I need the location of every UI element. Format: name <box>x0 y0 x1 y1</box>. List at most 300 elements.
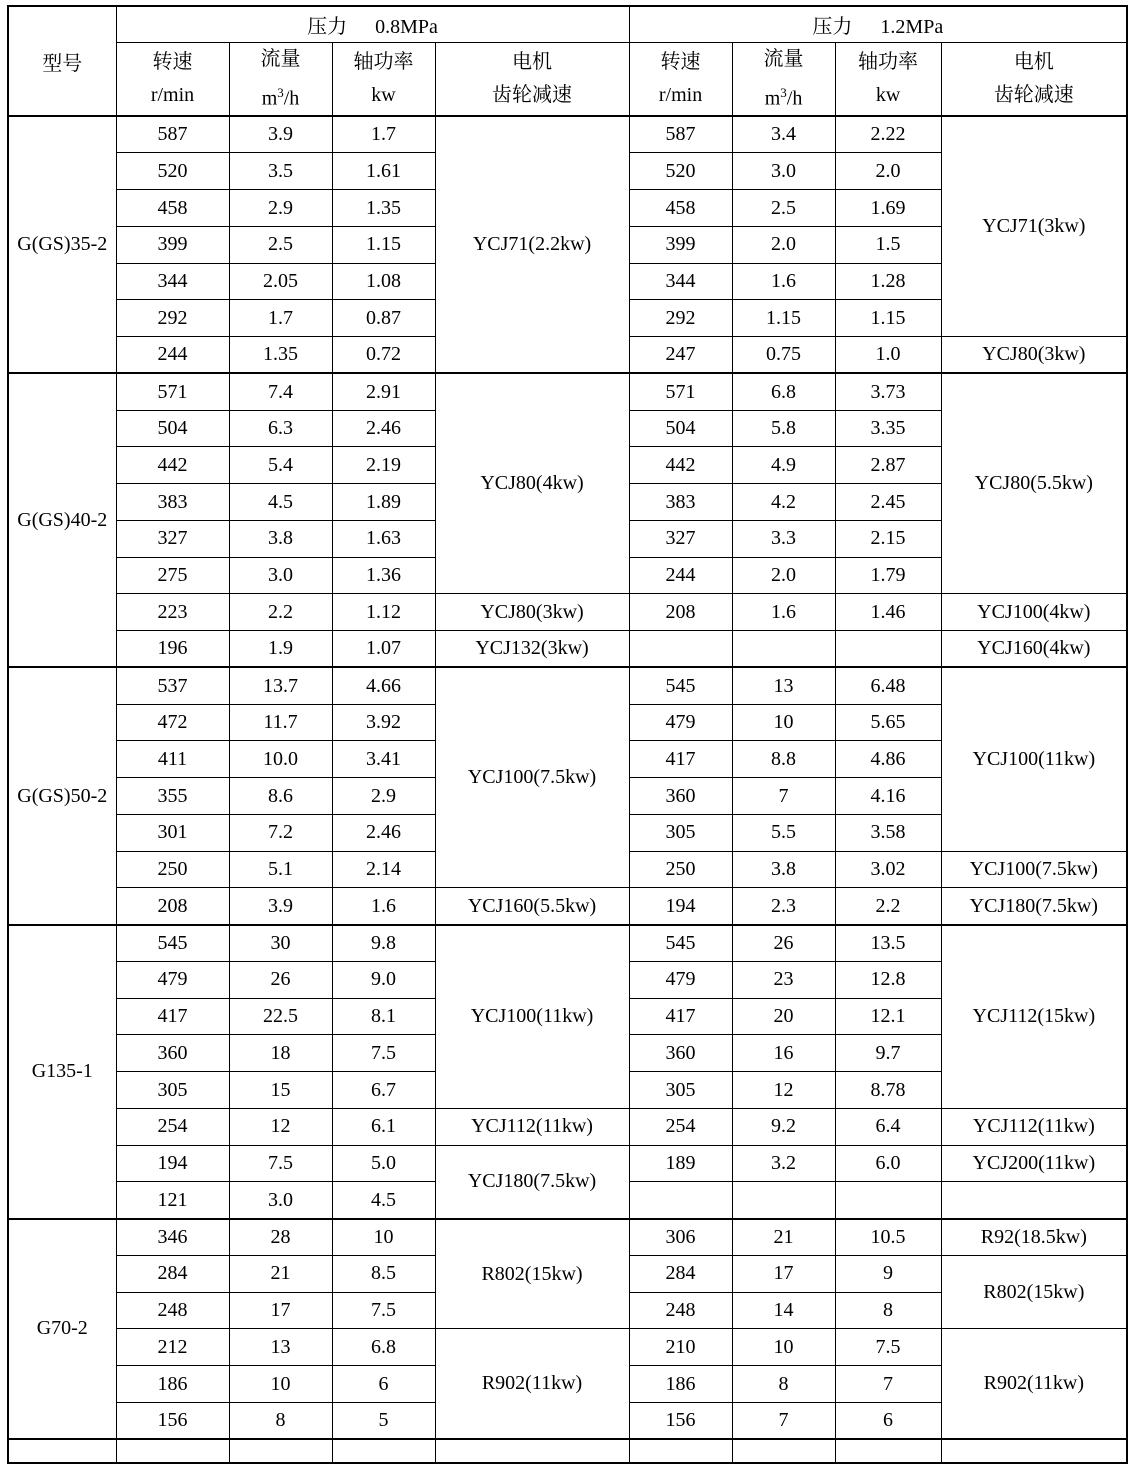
flow-cell: 15 <box>229 1072 332 1109</box>
speed-cell: 194 <box>629 888 732 925</box>
flow-cell: 2.2 <box>229 594 332 631</box>
motor-name: 电机 <box>512 50 553 73</box>
motor-unit: 齿轮减速 <box>492 83 573 106</box>
speed-cell: 247 <box>629 337 732 374</box>
motor-cell: R802(15kw) <box>435 1219 629 1329</box>
speed-cell: 250 <box>629 851 732 888</box>
flow-column-header <box>229 42 332 116</box>
motor-cell: R92(18.5kw) <box>941 1219 1127 1256</box>
motor-cell: YCJ80(4kw) <box>435 373 629 594</box>
power-cell: 6 <box>332 1366 435 1403</box>
motor-cell: R902(11kw) <box>941 1329 1127 1439</box>
speed-cell: 571 <box>116 373 229 410</box>
power-cell: 6.1 <box>332 1108 435 1145</box>
power-cell: 2.45 <box>835 484 941 521</box>
motor-name: 电机 <box>1013 50 1054 73</box>
speed-cell: 458 <box>116 190 229 227</box>
power-column-header <box>835 42 941 116</box>
power-cell: 5.0 <box>332 1145 435 1182</box>
flow-cell: 22.5 <box>229 998 332 1035</box>
speed-cell: 411 <box>116 741 229 778</box>
motor-cell: YCJ100(11kw) <box>435 925 629 1109</box>
model-cell: G(GS)40-2 <box>8 373 116 667</box>
motor-cell: YCJ112(11kw) <box>435 1108 629 1145</box>
speed-cell: 344 <box>116 263 229 300</box>
power-cell: 7.5 <box>332 1292 435 1329</box>
motor-cell: R802(15kw) <box>941 1255 1127 1329</box>
motor-cell: YCJ180(7.5kw) <box>941 888 1127 925</box>
speed-cell: 346 <box>116 1219 229 1256</box>
flow-cell: 1.6 <box>732 594 835 631</box>
power-unit: kw <box>371 83 396 106</box>
flow-cell: 18 <box>229 1035 332 1072</box>
table-row <box>8 925 1127 962</box>
power-cell: 2.46 <box>332 410 435 447</box>
flow-cell: 7 <box>732 1402 835 1439</box>
model-cell: G(GS)50-2 <box>8 667 116 924</box>
flow-cell: 8 <box>229 1402 332 1439</box>
power-cell: 8.5 <box>332 1255 435 1292</box>
speed-cell: 479 <box>116 961 229 998</box>
speed-name: 转速 <box>152 50 193 73</box>
power-cell: 3.58 <box>835 814 941 851</box>
speed-cell: 208 <box>629 594 732 631</box>
flow-cell: 4.2 <box>732 484 835 521</box>
speed-cell: 537 <box>116 667 229 704</box>
speed-cell: 571 <box>629 373 732 410</box>
pressure-label: 压力 <box>307 15 348 38</box>
flow-cell: 20 <box>732 998 835 1035</box>
flow-cell: 30 <box>229 925 332 962</box>
power-cell: 6 <box>835 1402 941 1439</box>
motor-cell: YCJ112(15kw) <box>941 925 1127 1109</box>
speed-column-header <box>116 42 229 116</box>
table-row <box>8 116 1127 153</box>
speed-cell: 156 <box>629 1402 732 1439</box>
table-row <box>8 667 1127 704</box>
power-cell: 2.19 <box>332 447 435 484</box>
speed-cell: 327 <box>629 520 732 557</box>
power-cell: 8.78 <box>835 1072 941 1109</box>
flow-cell: 17 <box>229 1292 332 1329</box>
speed-cell: 254 <box>629 1108 732 1145</box>
power-unit: kw <box>875 83 901 106</box>
power-cell: 3.41 <box>332 741 435 778</box>
flow-cell: 28 <box>229 1219 332 1256</box>
flow-cell: 12 <box>732 1072 835 1109</box>
flow-cell: 1.7 <box>229 300 332 337</box>
flow-cell: 7.5 <box>229 1145 332 1182</box>
flow-cell: 3.8 <box>229 520 332 557</box>
flow-name: 流量 <box>763 47 804 70</box>
power-cell: 2.46 <box>332 814 435 851</box>
motor-cell: YCJ80(3kw) <box>941 337 1127 374</box>
flow-cell: 1.35 <box>229 337 332 374</box>
table-row <box>8 1219 1127 1256</box>
speed-cell: 156 <box>116 1402 229 1439</box>
power-cell: 1.15 <box>835 300 941 337</box>
flow-cell: 1.9 <box>229 631 332 668</box>
power-cell: 13.5 <box>835 925 941 962</box>
table-header <box>8 6 1127 116</box>
power-cell: 9.8 <box>332 925 435 962</box>
power-cell: 3.92 <box>332 704 435 741</box>
pressure-group-header-1 <box>116 6 629 42</box>
speed-cell <box>629 631 732 668</box>
flow-cell: 6.3 <box>229 410 332 447</box>
motor-cell: YCJ100(7.5kw) <box>941 851 1127 888</box>
flow-cell: 17 <box>732 1255 835 1292</box>
model-cell: G70-2 <box>8 1219 116 1440</box>
flow-cell: 23 <box>732 961 835 998</box>
power-cell: 1.08 <box>332 263 435 300</box>
flow-unit: $m^3/h$ <box>764 84 803 110</box>
speed-cell: 458 <box>629 190 732 227</box>
pump-spec-table <box>7 5 1128 1464</box>
speed-cell: 360 <box>629 1035 732 1072</box>
speed-cell: 292 <box>116 300 229 337</box>
power-cell: 8 <box>835 1292 941 1329</box>
power-cell: 6.48 <box>835 667 941 704</box>
pressure-value: 1.2MPa <box>880 15 944 38</box>
flow-cell: 2.9 <box>229 190 332 227</box>
power-cell: 1.69 <box>835 190 941 227</box>
speed-cell: 504 <box>116 410 229 447</box>
empty-cell <box>229 1439 332 1463</box>
empty-cell <box>732 1439 835 1463</box>
power-cell: 9.7 <box>835 1035 941 1072</box>
empty-cell <box>435 1439 629 1463</box>
power-name: 轴功率 <box>858 50 919 73</box>
table-row <box>8 888 1127 925</box>
empty-cell <box>835 1439 941 1463</box>
speed-cell: 417 <box>116 998 229 1035</box>
motor-cell: YCJ180(7.5kw) <box>435 1145 629 1219</box>
speed-cell: 472 <box>116 704 229 741</box>
speed-cell: 284 <box>629 1255 732 1292</box>
speed-cell: 545 <box>629 667 732 704</box>
power-cell: 5.65 <box>835 704 941 741</box>
flow-cell: 2.0 <box>732 226 835 263</box>
flow-cell: 10.0 <box>229 741 332 778</box>
speed-cell: 210 <box>629 1329 732 1366</box>
model-cell: G(GS)35-2 <box>8 116 116 373</box>
motor-cell: YCJ100(7.5kw) <box>435 667 629 888</box>
flow-cell: 3.8 <box>732 851 835 888</box>
speed-cell: 344 <box>629 263 732 300</box>
cropped-row <box>8 1439 1127 1463</box>
power-cell: 4.86 <box>835 741 941 778</box>
speed-cell: 223 <box>116 594 229 631</box>
flow-cell: 21 <box>229 1255 332 1292</box>
flow-cell: 13.7 <box>229 667 332 704</box>
speed-cell: 545 <box>116 925 229 962</box>
model-column-header: 型号 <box>8 6 116 116</box>
power-cell: 9.0 <box>332 961 435 998</box>
flow-cell: 4.5 <box>229 484 332 521</box>
flow-cell: 7 <box>732 778 835 815</box>
power-cell: 2.9 <box>332 778 435 815</box>
power-cell: 8.1 <box>332 998 435 1035</box>
flow-cell: 8.8 <box>732 741 835 778</box>
speed-cell: 587 <box>116 116 229 153</box>
speed-cell: 305 <box>629 1072 732 1109</box>
flow-cell: 3.9 <box>229 116 332 153</box>
power-cell: 6.7 <box>332 1072 435 1109</box>
motor-cell: YCJ200(11kw) <box>941 1145 1127 1182</box>
speed-cell: 479 <box>629 961 732 998</box>
power-cell: 10 <box>332 1219 435 1256</box>
speed-cell: 244 <box>116 337 229 374</box>
flow-cell: 3.0 <box>229 557 332 594</box>
speed-cell: 417 <box>629 998 732 1035</box>
speed-cell: 305 <box>629 814 732 851</box>
flow-cell: 8 <box>732 1366 835 1403</box>
speed-cell: 186 <box>116 1366 229 1403</box>
motor-column-header <box>435 42 629 116</box>
empty-cell <box>332 1439 435 1463</box>
power-cell: 2.14 <box>332 851 435 888</box>
flow-cell: 0.75 <box>732 337 835 374</box>
flow-cell: 16 <box>732 1035 835 1072</box>
speed-cell: 442 <box>116 447 229 484</box>
pressure-value: 0.8MPa <box>375 15 438 38</box>
empty-cell <box>941 1439 1127 1463</box>
power-cell: 0.87 <box>332 300 435 337</box>
table-row <box>8 631 1127 668</box>
speed-cell: 383 <box>629 484 732 521</box>
speed-cell: 520 <box>629 153 732 190</box>
flow-column-header <box>732 42 835 116</box>
table-body <box>8 116 1127 1463</box>
speed-cell: 284 <box>116 1255 229 1292</box>
flow-cell: 2.3 <box>732 888 835 925</box>
flow-cell: 21 <box>732 1219 835 1256</box>
flow-cell: 1.6 <box>732 263 835 300</box>
power-cell: 1.07 <box>332 631 435 668</box>
power-cell: 1.6 <box>332 888 435 925</box>
power-cell: 6.8 <box>332 1329 435 1366</box>
power-cell: 2.87 <box>835 447 941 484</box>
power-cell: 1.7 <box>332 116 435 153</box>
flow-cell: 2.0 <box>732 557 835 594</box>
flow-unit: $m^3/h$ <box>261 84 300 110</box>
power-cell: 1.5 <box>835 226 941 263</box>
motor-cell: YCJ100(11kw) <box>941 667 1127 851</box>
flow-cell: 2.5 <box>229 226 332 263</box>
power-cell: 1.63 <box>332 520 435 557</box>
power-cell: 2.22 <box>835 116 941 153</box>
flow-cell: 10 <box>732 704 835 741</box>
motor-column-header <box>941 42 1127 116</box>
power-cell: 4.66 <box>332 667 435 704</box>
table-row <box>8 1329 1127 1366</box>
flow-cell: 5.1 <box>229 851 332 888</box>
speed-cell: 306 <box>629 1219 732 1256</box>
flow-cell: 5.8 <box>732 410 835 447</box>
speed-unit: r/min <box>658 83 703 106</box>
speed-cell: 301 <box>116 814 229 851</box>
speed-column-header <box>629 42 732 116</box>
flow-cell: 3.0 <box>732 153 835 190</box>
power-cell: 6.0 <box>835 1145 941 1182</box>
column-header-row <box>8 42 1127 116</box>
speed-cell: 275 <box>116 557 229 594</box>
speed-cell: 479 <box>629 704 732 741</box>
flow-cell: 12 <box>229 1108 332 1145</box>
speed-cell: 399 <box>116 226 229 263</box>
power-cell: 1.79 <box>835 557 941 594</box>
speed-cell <box>629 1182 732 1219</box>
power-cell: 1.61 <box>332 153 435 190</box>
power-cell: 1.46 <box>835 594 941 631</box>
speed-cell: 196 <box>116 631 229 668</box>
power-cell: 1.89 <box>332 484 435 521</box>
flow-cell: 3.5 <box>229 153 332 190</box>
flow-cell: 4.9 <box>732 447 835 484</box>
power-cell: 1.15 <box>332 226 435 263</box>
flow-cell: 7.4 <box>229 373 332 410</box>
power-cell: 7 <box>835 1366 941 1403</box>
power-cell: 9 <box>835 1255 941 1292</box>
power-cell: 1.35 <box>332 190 435 227</box>
flow-cell <box>732 631 835 668</box>
power-column-header <box>332 42 435 116</box>
power-cell: 4.16 <box>835 778 941 815</box>
speed-cell: 248 <box>116 1292 229 1329</box>
table-row <box>8 1145 1127 1182</box>
flow-cell: 3.3 <box>732 520 835 557</box>
power-cell: 1.28 <box>835 263 941 300</box>
power-cell: 3.02 <box>835 851 941 888</box>
motor-cell: R902(11kw) <box>435 1329 629 1439</box>
power-cell: 12.1 <box>835 998 941 1035</box>
motor-cell: YCJ71(2.2kw) <box>435 116 629 373</box>
flow-cell: 14 <box>732 1292 835 1329</box>
speed-cell: 186 <box>629 1366 732 1403</box>
motor-cell: YCJ112(11kw) <box>941 1108 1127 1145</box>
flow-cell: 3.2 <box>732 1145 835 1182</box>
pressure-label: 压力 <box>812 15 853 38</box>
power-cell: 3.35 <box>835 410 941 447</box>
empty-cell <box>8 1439 116 1463</box>
flow-cell: 13 <box>732 667 835 704</box>
motor-cell: YCJ100(4kw) <box>941 594 1127 631</box>
speed-cell: 189 <box>629 1145 732 1182</box>
power-cell: 10.5 <box>835 1219 941 1256</box>
motor-cell: YCJ80(5.5kw) <box>941 373 1127 594</box>
table-row <box>8 373 1127 410</box>
pressure-group-header-2 <box>629 6 1127 42</box>
speed-cell: 417 <box>629 741 732 778</box>
flow-cell: 26 <box>229 961 332 998</box>
power-cell <box>835 631 941 668</box>
flow-cell: 3.0 <box>229 1182 332 1219</box>
flow-cell: 5.4 <box>229 447 332 484</box>
speed-cell: 545 <box>629 925 732 962</box>
power-cell: 5 <box>332 1402 435 1439</box>
flow-cell: 8.6 <box>229 778 332 815</box>
speed-cell: 520 <box>116 153 229 190</box>
power-cell: 7.5 <box>332 1035 435 1072</box>
speed-cell: 208 <box>116 888 229 925</box>
power-cell: 2.91 <box>332 373 435 410</box>
speed-cell: 244 <box>629 557 732 594</box>
speed-cell: 383 <box>116 484 229 521</box>
power-cell: 1.12 <box>332 594 435 631</box>
power-cell: 2.2 <box>835 888 941 925</box>
speed-name: 转速 <box>660 50 701 73</box>
speed-unit: r/min <box>150 83 195 106</box>
power-cell: 1.36 <box>332 557 435 594</box>
speed-cell: 442 <box>629 447 732 484</box>
speed-cell: 355 <box>116 778 229 815</box>
power-cell: 6.4 <box>835 1108 941 1145</box>
flow-cell: 26 <box>732 925 835 962</box>
power-cell <box>835 1182 941 1219</box>
power-cell: 1.0 <box>835 337 941 374</box>
power-cell: 7.5 <box>835 1329 941 1366</box>
table-row <box>8 594 1127 631</box>
speed-cell: 292 <box>629 300 732 337</box>
flow-cell: 6.8 <box>732 373 835 410</box>
speed-cell: 194 <box>116 1145 229 1182</box>
motor-cell: YCJ132(3kw) <box>435 631 629 668</box>
speed-cell: 504 <box>629 410 732 447</box>
flow-name: 流量 <box>260 47 301 70</box>
pressure-header-row <box>8 6 1127 42</box>
speed-cell: 305 <box>116 1072 229 1109</box>
motor-cell <box>941 1182 1127 1219</box>
flow-cell: 10 <box>732 1329 835 1366</box>
speed-cell: 121 <box>116 1182 229 1219</box>
flow-cell: 7.2 <box>229 814 332 851</box>
power-cell: 4.5 <box>332 1182 435 1219</box>
power-name: 轴功率 <box>353 50 414 73</box>
model-cell: G135-1 <box>8 925 116 1219</box>
motor-cell: YCJ160(4kw) <box>941 631 1127 668</box>
flow-cell: 9.2 <box>732 1108 835 1145</box>
power-cell: 3.73 <box>835 373 941 410</box>
flow-cell: 10 <box>229 1366 332 1403</box>
speed-cell: 587 <box>629 116 732 153</box>
power-cell: 2.15 <box>835 520 941 557</box>
flow-cell: 3.9 <box>229 888 332 925</box>
motor-unit: 齿轮减速 <box>993 83 1074 106</box>
table-row <box>8 1108 1127 1145</box>
motor-cell: YCJ80(3kw) <box>435 594 629 631</box>
speed-cell: 248 <box>629 1292 732 1329</box>
speed-cell: 399 <box>629 226 732 263</box>
flow-cell: 2.5 <box>732 190 835 227</box>
power-cell: 0.72 <box>332 337 435 374</box>
power-cell: 12.8 <box>835 961 941 998</box>
power-cell: 2.0 <box>835 153 941 190</box>
speed-cell: 327 <box>116 520 229 557</box>
speed-cell: 360 <box>116 1035 229 1072</box>
flow-cell: 5.5 <box>732 814 835 851</box>
speed-cell: 212 <box>116 1329 229 1366</box>
motor-cell: YCJ71(3kw) <box>941 116 1127 337</box>
speed-cell: 254 <box>116 1108 229 1145</box>
flow-cell: 11.7 <box>229 704 332 741</box>
empty-cell <box>116 1439 229 1463</box>
flow-cell <box>732 1182 835 1219</box>
speed-cell: 360 <box>629 778 732 815</box>
flow-cell: 13 <box>229 1329 332 1366</box>
flow-cell: 1.15 <box>732 300 835 337</box>
speed-cell: 250 <box>116 851 229 888</box>
